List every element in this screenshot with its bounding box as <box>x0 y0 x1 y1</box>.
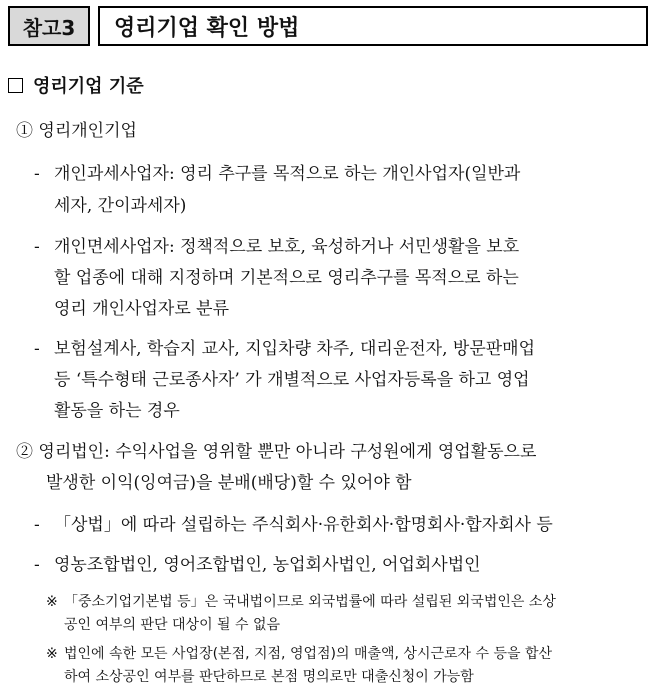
item-profit-individual: ① 영리개인기업 <box>16 121 137 141</box>
section-heading-text: 영리기업 기준 <box>33 76 144 97</box>
section-heading <box>8 72 144 98</box>
list-item-special-workers <box>34 332 535 366</box>
square-bullet-icon <box>8 78 23 93</box>
dash-bullet: - <box>34 339 40 359</box>
dash-bullet: - <box>34 164 40 184</box>
list-item-continuation: 세자, 간이과세자) <box>54 196 187 216</box>
list-item-text: 보험설계사, 학습지 교사, 지입차량 차주, 대리운전자, 방문판매업 <box>54 339 536 359</box>
note-foreign-corporation <box>46 590 556 614</box>
list-item-text: 개인면세사업자: 정책적으로 보호, 육성하거나 서민생활을 보호 <box>54 237 520 257</box>
list-item-continuation: 할 업종에 대해 지정하며 기본적으로 영리추구를 목적으로 하는 <box>54 268 519 288</box>
list-item-exempt-business <box>34 230 519 264</box>
item-continuation: 발생한 이익(잉여금)을 분배(배당)할 수 있어야 함 <box>46 473 412 493</box>
note-text: 「중소기업기본법 등」은 국내법이므로 외국법률에 따라 설립된 외국법인은 소상 <box>64 594 556 610</box>
list-item-agri-corporations <box>34 548 481 582</box>
page-title: 영리기업 확인 방법 <box>98 6 648 46</box>
list-item-text: 영농조합법인, 영어조합법인, 농업회사법인, 어업회사법인 <box>54 555 481 575</box>
list-item-taxable-business <box>34 157 520 191</box>
note-continuation: 하여 소상공인 여부를 판단하므로 본점 명의로만 대출신청이 가능함 <box>64 669 474 685</box>
note-continuation: 공인 여부의 판단 대상이 될 수 없음 <box>64 617 281 633</box>
note-mark: ※ <box>46 646 58 662</box>
note-mark: ※ <box>46 594 58 610</box>
list-item-continuation: 영리 개인사업자로 분류 <box>54 299 230 319</box>
item-profit-corporation: ② 영리법인: 수익사업을 영위할 뿐만 아니라 구성원에게 영업활동으로 <box>16 442 537 462</box>
note-corporation-sum <box>46 642 552 666</box>
list-item-text: 「상법」에 따라 설립하는 주식회사·유한회사·합명회사·합자회사 등 <box>54 515 553 535</box>
reference-badge: 참고3 <box>8 6 90 46</box>
dash-bullet: - <box>34 515 40 535</box>
dash-bullet: - <box>34 555 40 575</box>
list-item-continuation: 등 ‘특수형태 근로종사자’ 가 개별적으로 사업자등록을 하고 영업 <box>54 370 530 390</box>
list-item-text: 개인과세사업자: 영리 추구를 목적으로 하는 개인사업자(일반과 <box>54 164 521 184</box>
list-item-commercial-act <box>34 508 553 542</box>
list-item-continuation: 활동을 하는 경우 <box>54 401 180 421</box>
dash-bullet: - <box>34 237 40 257</box>
note-text: 법인에 속한 모든 사업장(본점, 지점, 영업점)의 매출액, 상시근로자 수 등을 합산 <box>64 646 553 662</box>
